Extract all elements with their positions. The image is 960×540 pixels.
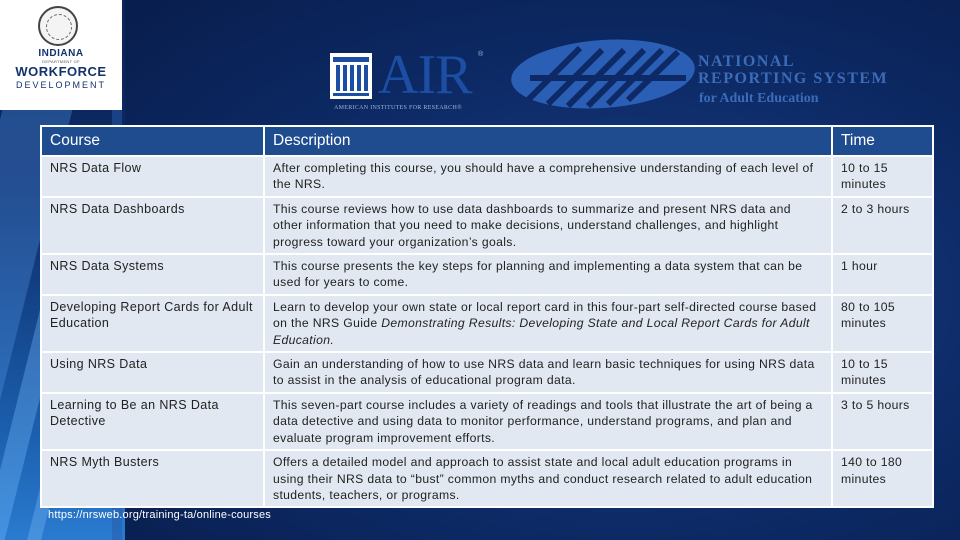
air-logo-subtitle: AMERICAN INSTITUTES FOR RESEARCH®	[334, 105, 462, 111]
course-description-text: Learn to develop your own state or local report card in this four-part self-directed course based on the NRS Guide	[273, 299, 817, 331]
course-description: Offers a detailed model and approach to assist state and local adult education programs in using their NRS data to “bust” common myths and conduct research related to adult education students, teachers, or programs.	[264, 450, 832, 507]
logo-name-text: WORKFORCE	[15, 64, 107, 79]
nrs-logo-tagline: for Adult Education	[699, 91, 819, 106]
column-header-course: Course	[41, 126, 264, 156]
course-name: NRS Data Flow	[41, 156, 264, 197]
nrs-logo-line2: REPORTING SYSTEM	[698, 70, 889, 87]
courses-url-link[interactable]: https://nrsweb.org/training-ta/online-courses	[48, 509, 271, 521]
course-time: 3 to 5 hours	[832, 393, 933, 450]
course-table	[40, 125, 934, 508]
air-building-icon	[330, 53, 372, 99]
guide-title: Demonstrating Results: Developing State and Local Report Cards for Adult Education.	[273, 316, 810, 347]
course-name: NRS Data Dashboards	[41, 197, 264, 254]
course-time: 10 to 15 minutes	[832, 352, 933, 393]
table-row	[41, 254, 933, 295]
course-description: Gain an understanding of how to use NRS data and learn basic techniques for using NRS data to assist in the analysis of educational program data.	[264, 352, 832, 393]
course-name: NRS Myth Busters	[41, 450, 264, 507]
table-row	[41, 450, 933, 507]
air-registered-mark: ®	[478, 51, 484, 58]
air-logo	[330, 45, 495, 115]
course-table-container	[40, 125, 932, 502]
course-name: Developing Report Cards for Adult Education	[41, 295, 264, 352]
course-time: 1 hour	[832, 254, 933, 295]
air-logo-text: AIR	[378, 44, 472, 106]
course-name: Learning to Be an NRS Data Detective	[41, 393, 264, 450]
indiana-dwd-logo	[0, 0, 122, 110]
course-description: This course presents the key steps for planning and implementing a data system that can be used for years to come.	[264, 254, 832, 295]
course-description	[264, 295, 832, 352]
nrs-logo-name	[698, 53, 888, 87]
table-row	[41, 197, 933, 254]
course-time: 2 to 3 hours	[832, 197, 933, 254]
nrs-logo-line1: NATIONAL	[698, 53, 796, 70]
course-name: NRS Data Systems	[41, 254, 264, 295]
table-row	[41, 352, 933, 393]
column-header-time: Time	[832, 126, 933, 156]
column-header-description: Description	[264, 126, 832, 156]
nrs-swoosh-icon	[510, 38, 696, 110]
table-header-row	[41, 126, 933, 156]
course-time: 10 to 15 minutes	[832, 156, 933, 197]
logo-dept-text: DEPARTMENT OF	[42, 59, 80, 64]
logo-sub-text: DEVELOPMENT	[15, 80, 106, 90]
table-row	[41, 393, 933, 450]
table-row	[41, 295, 933, 352]
logo-state-text: INDIANA	[38, 48, 84, 59]
course-description: This course reviews how to use data dashboards to summarize and present NRS data and other information that you need to make decisions, understand challenges, and highlight progress toward your organization’s goals.	[264, 197, 832, 254]
course-name: Using NRS Data	[41, 352, 264, 393]
course-time: 80 to 105 minutes	[832, 295, 933, 352]
table-row	[41, 156, 933, 197]
course-description: This seven-part course includes a variety of readings and tools that illustrate the art of being a data detective and using data to monitor performance, understand programs, and plan and evaluate program improvement efforts.	[264, 393, 832, 450]
course-description: After completing this course, you should have a comprehensive understanding of each level of the NRS.	[264, 156, 832, 197]
course-time: 140 to 180 minutes	[832, 450, 933, 507]
state-seal-icon	[38, 6, 78, 46]
